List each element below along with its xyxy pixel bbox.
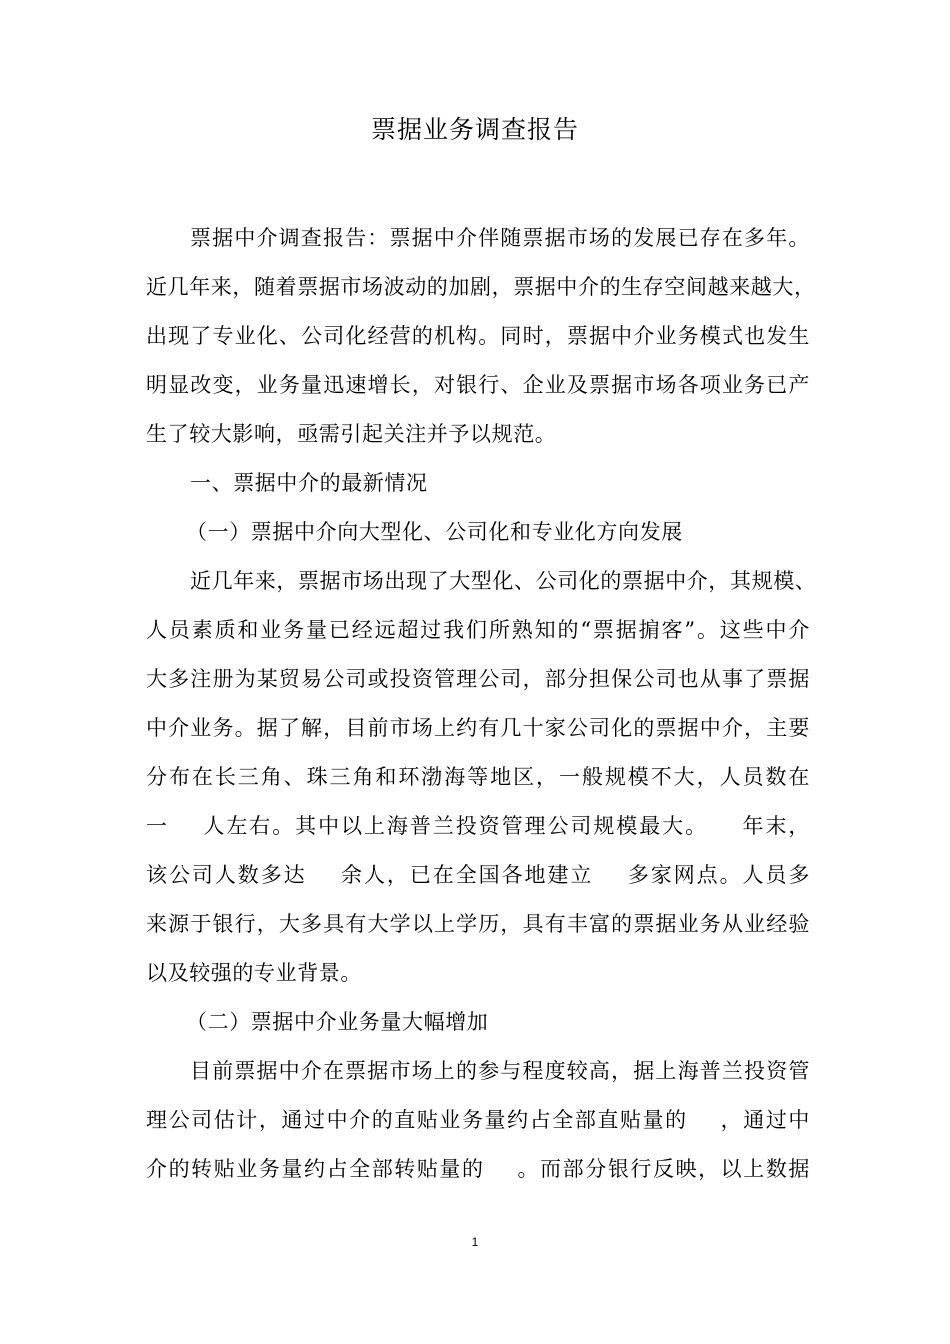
paragraph-line: 生了较大影响，亟需引起关注并予以规范。 [146, 422, 557, 446]
subsection-heading: （二）票据中介业务量大幅增加 [186, 1010, 489, 1034]
paragraph-line: 该公司人数多达 余人，已在全国各地建立 多家网点。人员多 [146, 863, 810, 887]
paragraph-line: 大多注册为某贸易公司或投资管理公司，部分担保公司也从事了票据 [146, 667, 810, 691]
paragraph-line: 明显改变，业务量迅速增长，对银行、企业及票据市场各项业务已产 [146, 373, 810, 397]
paragraph-line: 介的转贴业务量约占全部转贴量的 。而部分银行反映，以上数据 [146, 1157, 810, 1181]
paragraph-line: 中介业务。据了解，目前市场上约有几十家公司化的票据中介，主要 [146, 716, 810, 740]
paragraph-line: 以及较强的专业背景。 [146, 961, 362, 985]
section-heading: 一、票据中介的最新情况 [190, 471, 428, 495]
subsection-heading: （一）票据中介向大型化、公司化和专业化方向发展 [186, 520, 683, 544]
paragraph-line: 一 人左右。其中以上海普兰投资管理公司规模最大。 年末， [146, 814, 810, 838]
paragraph-line: 近几年来，随着票据市场波动的加剧，票据中介的生存空间越来越大， [146, 275, 816, 299]
document-title: 票据业务调查报告 [370, 115, 579, 144]
paragraph-line: 目前票据中介在票据市场上的参与程度较高，据上海普兰投资管 [190, 1059, 810, 1083]
document-body [146, 220, 817, 1200]
paragraph-line: 分布在长三角、珠三角和环渤海等地区，一般规模不大，人员数在 [146, 765, 810, 789]
paragraph-line: 近几年来，票据市场出现了大型化、公司化的票据中介，其规模、 [190, 569, 817, 593]
paragraph-line: 来源于银行，大多具有大学以上学历，具有丰富的票据业务从业经验 [146, 912, 810, 936]
paragraph-line: 票据中介调查报告：票据中介伴随票据市场的发展已存在多年。 [190, 226, 810, 250]
paragraph-line: 出现了专业化、公司化经营的机构。同时，票据中介业务模式也发生 [146, 324, 810, 348]
paragraph-line: 理公司估计，通过中介的直贴业务量约占全部直贴量的 ，通过中 [146, 1108, 810, 1132]
page-number: 1 [471, 1235, 479, 1249]
paragraph-line: 人员素质和业务量已经远超过我们所熟知的“票据掮客”。这些中介 [146, 618, 810, 642]
